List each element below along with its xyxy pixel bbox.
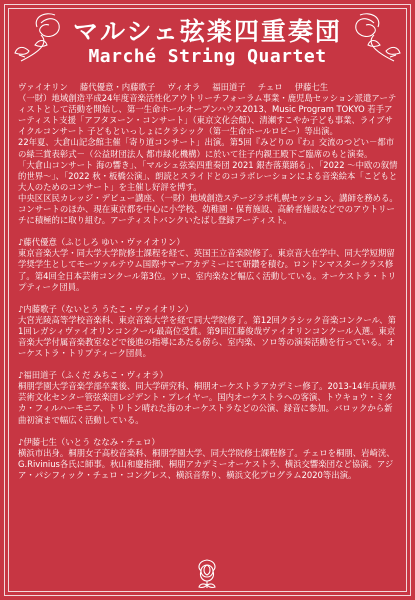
member-bio: 東京音楽大学・同大学大学院修士課程を経て、英国王立音楽院修了。東京音大在学中、同大学短期留学奨学生としてモーツァルテウム国際サマーアカデミーにて研鑽を積む。ロンドンマスタークラス修了。第4回全日本芸術コンクール第3位。ソロ、室内楽など幅広く活動している。オーケストラ・トリプティーク団員。 bbox=[18, 248, 397, 292]
member-roles bbox=[18, 82, 398, 93]
page-subtitle: Marché String Quartet bbox=[88, 46, 327, 67]
member-heading: ♪藤代優意（ふじしろ ゆい・ヴァイオリン） bbox=[18, 237, 185, 248]
intro-paragraph: コンサートのほか、現在東京都を中心に小学校、幼稚園・保育施設、高齢者施設などでのアウトリーチに積極的に取り組む。アーティストバンクいたばし登録アーティスト。 bbox=[18, 204, 395, 226]
member-heading: ♪伊藤七生（いとう ななみ・チェロ） bbox=[18, 436, 160, 447]
member-bio: 大宮光陵高等学校音楽科、東京音楽大学を経て同大学院修了。第12回クラシック音楽コンクール、第1回レガシィヴァイオリンコンクール最高位受賞。第9回江藤俊哉ヴァイオリンコンクール入選。東京音楽大学付属音楽教室などで後進の指導にあたる傍ら、室内楽、ソロ等の演奏活動を行っている。オーケストラ・トリプティーク団員。 bbox=[18, 314, 396, 359]
role-label: ヴィオラ bbox=[167, 82, 201, 92]
member-heading: ♪内藤歌子（ないとう うたこ・ヴァイオリン） bbox=[18, 303, 194, 314]
intro-paragraph: 中央区区民カレッジ・デビュー講座、（一財）地域創造ステージラボ札幌セッション、講師を務める。 bbox=[18, 192, 398, 203]
intro-paragraph: 「大倉山コンサート 海の響き」、「マルシェ弦楽四重奏団 2021 銀杏落葉踊る」、「2022 ～中欧の叙情的世界～」、「2022 秋・板橋公演」、朗読とスライドとのコラボレーションによる音楽絵本「こどもと大人のためのコンサート」を主催し好評を博す。 bbox=[18, 159, 398, 192]
rose-icon bbox=[190, 556, 224, 590]
member-bio: 横浜市出身。桐朋女子高校音楽科、桐朋学園大学、同大学院修士課程修了。チェロを桐朋、岩崎洸、G.Rivinius各氏に師事。秋山和慶指揮、桐朋アカデミーオーケストラ、横浜交響楽団など協演。アジア・パシフィック・チェロ・コングレス、横浜音祭り、横浜文化プログラム2020等出演。 bbox=[18, 447, 395, 480]
member-heading: ♪福田道子（ふくだ みちこ・ヴィオラ） bbox=[18, 370, 168, 381]
page-title: マルシェ弦楽四重奏団 bbox=[73, 17, 342, 46]
role-label: ヴァイオリン bbox=[18, 82, 68, 92]
role-label: チェロ bbox=[257, 82, 283, 92]
role-members: 藤代優意・内藤歌子 bbox=[79, 82, 156, 92]
member-bio: 桐朋学園大学音楽学部卒業後、同大学研究科、桐朋オーケストラアカデミー修了。2013-14年兵庫県芸術文化センター管弦楽団レジデント・プレイヤー。国内オーケストラへの客演、トウキョウ・ミタカ・フィルハーモニア、トリトン晴れた海のオーケストラなどの公演、録音に参加。バロックから新曲初演まで幅広く活動している。 bbox=[18, 381, 396, 425]
document-body bbox=[18, 82, 398, 481]
role-members: 福田道子 bbox=[212, 82, 246, 92]
intro-paragraph: 22年夏、大倉山記念館主催「寄り道コンサート」出演。第5回『みどりの『わ』交流のつどい－都市の緑三賞表彰式－（公益財団法人 都市緑化機構）に於いて往子内親王殿下ご臨席のもと演奏。 bbox=[18, 137, 395, 159]
role-members: 伊藤七生 bbox=[294, 82, 329, 92]
intro-paragraph: （一財）地域創造平成24年度音楽活性化アウトリーチフォーラム事業・鹿児島セッション派遣アーティストとして活動を開始し、第一生命ホールオープンハウス2013、Music Program TOKYO 若手アーティスト支援「アフタヌーン・コンサート」（東京文化会館）、清瀬すこやか子ども事業、ライブサイクルコンサート 子どもといっしょにクラシック（第一生命ホールロビー）等出演。 bbox=[18, 93, 397, 137]
